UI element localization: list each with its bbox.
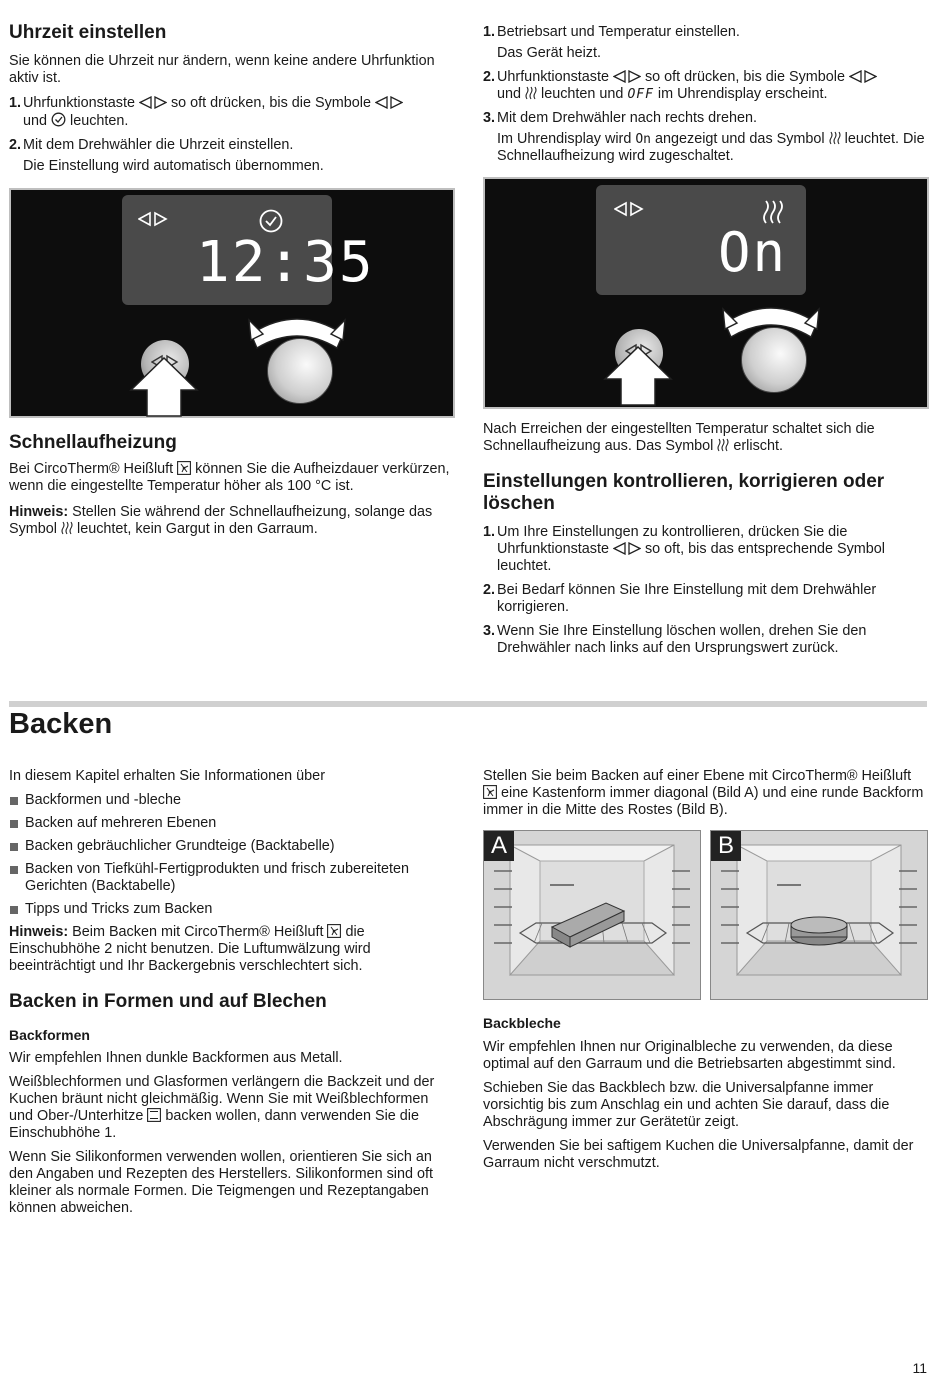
clock-function-icon [849,70,877,83]
backen-subtitle: Backen in Formen und auf Blechen [9,991,327,1012]
control-panel-quickheat [483,177,929,409]
bf-p2: Weißblechformen und Glasformen verlängern die Backzeit und der Kuchen bräunt nicht gleichmäßig. Wenn Sie mit Weißblechformen und Ober-/Unterhitze backen wollen, dann verwenden Sie die Einschubhöhe 1. [9,1074,435,1141]
backen-left [9,768,455,1217]
clock-function-icon [138,211,168,227]
quickheat-display [596,185,806,295]
einst-step-3: 3. Wenn Sie Ihre Einstellung löschen wollen, drehen Sie den Drehwähler nach links auf den Ursprungswert zurück. [483,623,867,656]
qh-step-2: 2. Uhrfunktionstaste so oft drücken, bis die Symbole und leuchten und OFF im Uhrendisplay erscheint. [483,69,929,103]
oven-image-a [483,830,701,1000]
backen-right-p: Stellen Sie beim Backen auf einer Ebene mit CircoTherm® Heißluft eine Kastenform immer diagonal (Bild A) und eine runde Backform immer in die Mitte des Rostes (Bild B). [483,768,924,818]
on-display-text: On [635,132,652,147]
clock-display-time: 12:35 [196,230,375,295]
clock-display [122,195,375,305]
einst-step-1: 1. Um Ihre Einstellungen zu kontrollieren, drücken Sie die Uhrfunktionstaste so oft, bis das entsprechende Symbol leuchtet. [483,524,885,574]
bullet-icon [10,866,18,874]
press-arrow [603,345,673,407]
bb-p2: Schieben Sie das Backblech bzw. die Universalpfanne immer vorsichtig bis zum Anschlag ein und achten Sie darauf, dass die Abschrägung immer zur Gerätetür zeigt. [483,1080,890,1130]
bullet-icon [10,820,18,828]
clock-function-icon [613,542,641,555]
list-item: Backen von Tiefkühl-Fertigprodukten und frisch zubereiteten Gerichten (Backtabelle) [9,861,455,895]
schnell-section [9,432,455,538]
image-label-b: B [711,831,741,861]
rapid-heat-icon [525,86,537,100]
quick-heat-steps [483,24,929,165]
uhrzeit-step-1: 1. Uhrfunktionstaste so oft drücken, bis die Symbole und leuchten. [9,95,455,130]
circotherm-fan-icon [327,924,341,938]
image-label-a: A [484,831,514,861]
control-panel-clock [9,188,455,418]
backen-hint: Hinweis: Beim Backen mit CircoTherm® Heißluft die Einschubhöhe 2 nicht benutzen. Die Luftumwälzung wird beeinträchtigt und Ihr Backergebnis verschlechtert sich. [9,924,371,974]
uhrzeit-section [9,22,455,175]
list-item: Backen auf mehreren Ebenen [9,815,455,832]
circotherm-fan-icon [483,785,497,799]
uhrzeit-intro: Sie können die Uhrzeit nur ändern, wenn keine andere Uhrfunktion aktiv ist. [9,53,435,86]
backen-intro: In diesem Kapitel erhalten Sie Informationen über [9,768,325,784]
backen-title: Backen [9,708,113,740]
rapid-heat-icon [61,521,73,535]
list-item: Backformen und -bleche [9,792,455,809]
oven-image-b [710,830,928,1000]
bb-p3: Verwenden Sie bei saftigem Kuchen die Universalpfanne, damit der Garraum nicht verschmutzt. [483,1138,914,1171]
clock-function-icon [613,70,641,83]
press-arrow [129,356,199,418]
list-item: Tipps und Tricks zum Backen [9,901,455,918]
einst-title: Einstellungen kontrollieren, korrigieren oder löschen [483,471,885,514]
backen-right [483,768,929,819]
schnell-hint: Hinweis: Stellen Sie während der Schnellaufheizung, solange das Symbol leuchtet, kein Gargut in den Garraum. [9,504,433,537]
backbleche-section [483,1015,929,1172]
qh-step-1: 1. Betriebsart und Temperatur einstellen. Das Gerät heizt. [483,24,740,61]
schnell-p1: Bei CircoTherm® Heißluft können Sie die Aufheizdauer verkürzen, wenn die eingestellte Temperatur höher als 100 °C ist. [9,461,450,494]
section-divider [9,701,927,707]
bf-p3: Wenn Sie Silikonformen verwenden wollen, orientieren Sie sich an den Angaben und Rezepten des Herstellers. Silikonformen sind oft kleiner als normale Formen. Die Teigmengen und Rezeptangaben können abweichen. [9,1149,433,1216]
bf-p1: Wir empfehlen Ihnen dunkle Backformen aus Metall. [9,1050,343,1066]
clock-function-icon [139,96,167,109]
rapid-heat-icon [717,438,729,452]
backformen-title: Backformen [9,1027,90,1043]
off-display-text: OFF [627,87,654,102]
clock-function-icon [614,201,644,217]
backbleche-title: Backbleche [483,1015,561,1031]
list-item: Backen gebräuchlicher Grundteige (Backtabelle) [9,838,455,855]
bullet-icon [10,906,18,914]
schnell-title: Schnellaufheizung [9,432,177,453]
rotary-knob[interactable] [741,327,807,393]
einst-step-2: 2. Bei Bedarf können Sie Ihre Einstellung mit dem Drehwähler korrigieren. [483,582,877,615]
clock-icon [51,112,66,127]
circotherm-fan-icon [177,461,191,475]
quickheat-display-on: On [718,221,788,284]
rotary-knob[interactable] [267,338,333,404]
backen-bullets [9,792,455,918]
uhrzeit-step-2: 2. Mit dem Drehwähler die Uhrzeit einstellen. Die Einstellung wird automatisch übernommen. [9,137,324,174]
uhrzeit-title: Uhrzeit einstellen [9,22,167,43]
bullet-icon [10,797,18,805]
bb-p1: Wir empfehlen Ihnen nur Originalbleche zu verwenden, da diese optimal auf den Garraum und die Betriebsarten abgestimmt sind. [483,1039,896,1072]
rapid-heat-icon [829,131,841,145]
top-bottom-heat-icon [147,1108,161,1122]
qh-step-3: 3. Mit dem Drehwähler nach rechts drehen. Im Uhrendisplay wird On angezeigt und das Symbol leuchtet. Die Schnellaufheizung wird zugeschaltet. [483,110,925,164]
nach-paragraph: Nach Erreichen der eingestellten Temperatur schaltet sich die Schnellaufheizung aus. Das Symbol erlischt. [483,421,875,454]
clock-function-icon [375,96,403,109]
nach-section [483,421,929,657]
bullet-icon [10,843,18,851]
page-number: 11 [912,1360,927,1376]
